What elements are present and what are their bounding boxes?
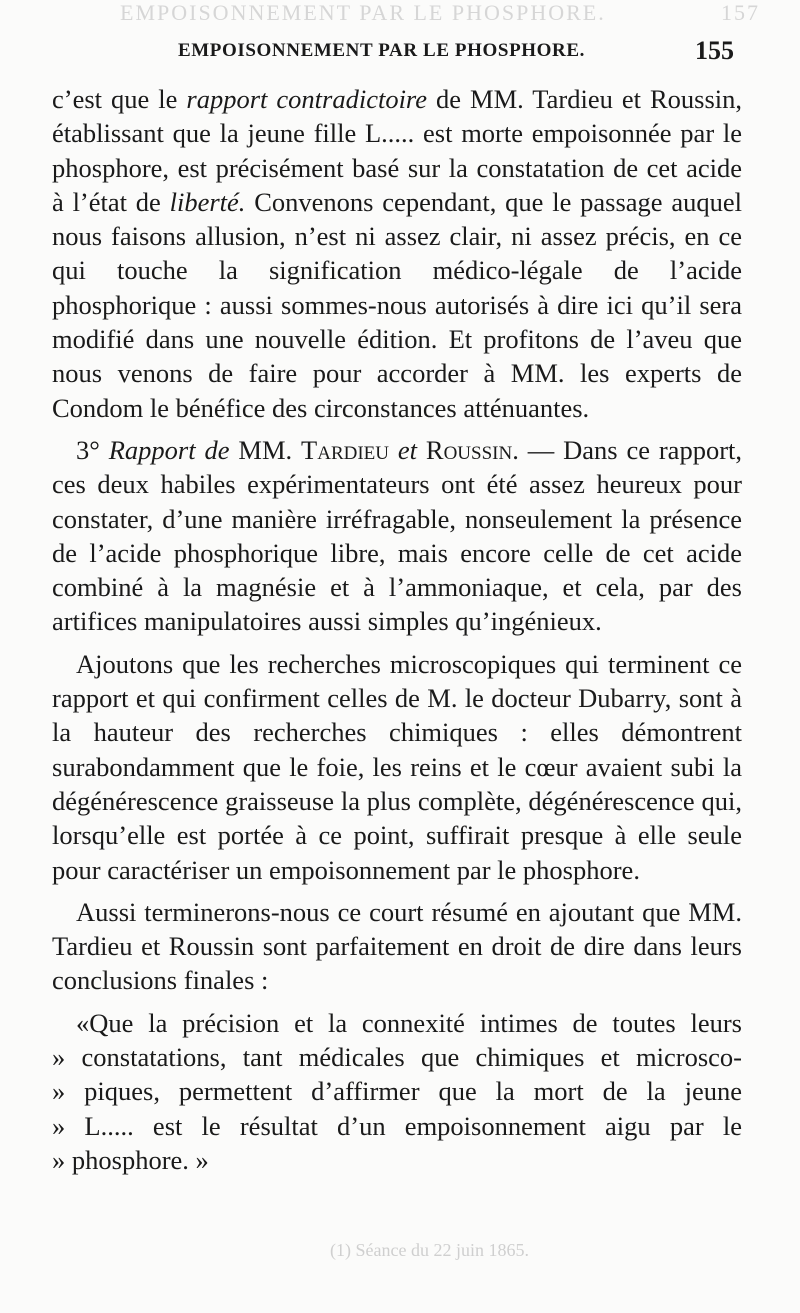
- bleed-through-footnote: (1) Séance du 22 juin 1865.: [330, 1240, 529, 1260]
- running-title: EMPOISONNEMENT PAR LE PHOSPHORE.: [178, 40, 585, 61]
- quote-line: » piques, permettent d’affirmer que la mort de la jeune: [52, 1076, 742, 1107]
- body-text: [52, 82, 742, 1177]
- text-run: — Dans ce rapport, ces deux habiles expérimentateurs ont été assez heureux pour constater, d’une manière irréfragable, nonseulement la présence de l’acide phosphorique libre, mais encore celle de cet acide combiné à la magnésie et à l’ammoniaque, et cela, par des artifices manipulatoires aussi simples qu’ingénieux.: [52, 434, 743, 637]
- bleed-through-title: EMPOISONNEMENT PAR LE PHOSPHORE.: [120, 0, 606, 25]
- text-run: Roussin.: [425, 434, 519, 465]
- text-run: liberté.: [169, 186, 246, 217]
- paragraph-2: [52, 433, 742, 639]
- text-run: rapport contradictoire: [186, 84, 428, 114]
- page-header: [52, 38, 742, 74]
- closing-quote: [52, 1006, 742, 1177]
- text-run: de MM. Tardieu et Roussin, établissant que la jeune fille L..... est morte empoisonnée par le phosphore, est précisément basé sur la constatation de cet acide à l’état de: [52, 84, 742, 217]
- text-run: Convenons cependant, que le passage auquel nous faisons allusion, n’est ni assez clair, ni assez précis, en ce qui touche la signification médico-légale de l’acide phosphorique : aussi sommes-nous autorisés à dire ici qu’il sera modifié dans une nouvelle édition. Et profitons de l’aveu que nous venons de faire pour accorder à MM. les experts de Condom le bénéfice des circonstances atténuantes.: [52, 186, 742, 423]
- quote-line: «Que la précision et la connexité intimes de toutes leurs: [76, 1007, 742, 1038]
- quote-line: » phosphore. »: [52, 1144, 209, 1175]
- text-run: [389, 435, 398, 465]
- text-run: [417, 435, 426, 465]
- text-run: Tardieu: [301, 434, 389, 465]
- paragraph-3: Ajoutons que les recherches microscopiques qui terminent ce rapport et qui confirment celles de M. le docteur Dubarry, sont à la hauteur des recherches chimiques : elles démontrent surabondamment que le foie, les reins et le cœur avaient subi la dégénérescence graisseuse la plus complète, dégénérescence qui, lorsqu’elle est portée à ce point, suffirait presque à elle seule pour caractériser un empoisonnement par le phosphore.: [52, 648, 742, 885]
- quote-line: » constatations, tant médicales que chimiques et microsco-: [52, 1042, 742, 1073]
- text-run: c’est que le: [52, 84, 187, 114]
- text-run: et: [397, 434, 418, 465]
- quote-line: » L..... est le résultat d’un empoisonnement aigu par le: [52, 1110, 742, 1141]
- paragraph-4: Aussi terminerons-nous ce court résumé en ajoutant que MM. Tardieu et Roussin sont parfaitement en droit de dire dans leurs conclusions finales :: [52, 896, 742, 996]
- bleed-through-page-number: 157: [721, 0, 760, 25]
- text-run: 3°: [76, 434, 109, 465]
- page-number: 155: [695, 36, 734, 65]
- text-run: Rapport de: [108, 434, 230, 465]
- bleed-through-header: [120, 0, 760, 30]
- paragraph-1: [52, 82, 742, 425]
- text-run: MM.: [229, 434, 302, 465]
